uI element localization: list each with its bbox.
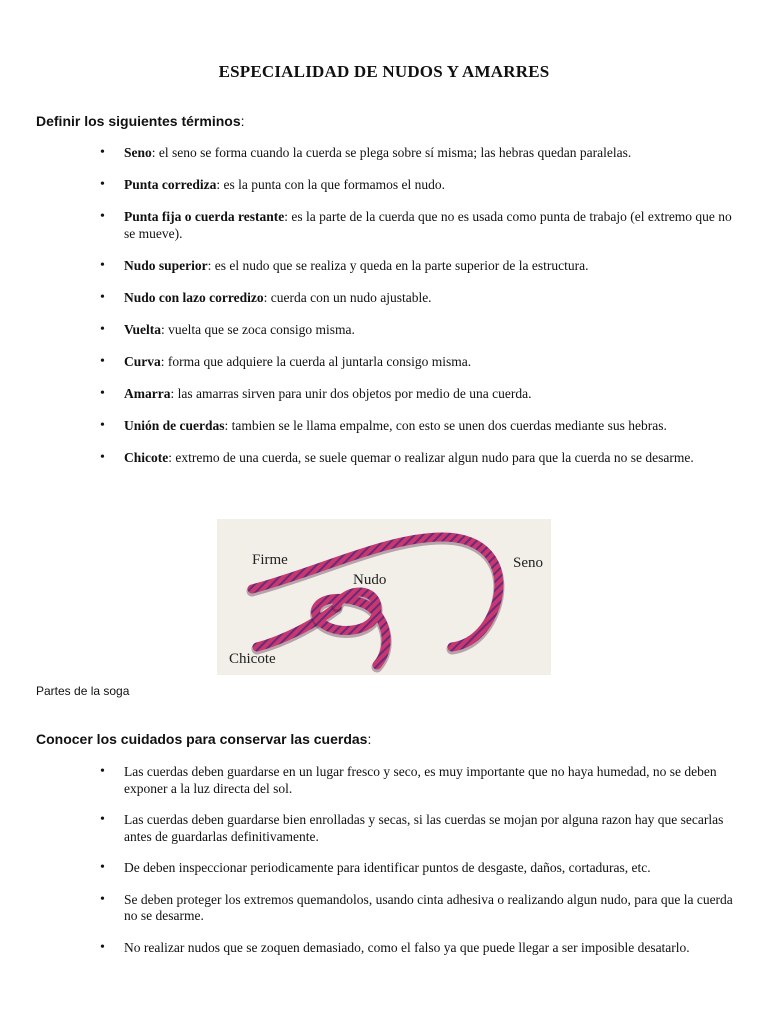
- definition-term: Punta fija o cuerda restante: [124, 209, 285, 224]
- definition-text: : cuerda con un nudo ajustable.: [263, 289, 432, 305]
- definition-item: [100, 354, 740, 371]
- definition-text: : extremo de una cuerda, se suele quemar o realizar algun nudo para que la cuerda no se desarme.: [168, 449, 694, 465]
- label-seno: Seno: [513, 555, 543, 571]
- definition-item: [100, 290, 740, 307]
- section-heading-care-text: Conocer los cuidados para conservar las cuerdas: [36, 731, 368, 747]
- definition-term: Nudo con lazo corredizo: [124, 289, 264, 305]
- definition-text: : es la parte de la cuerda que no es usada como punta de trabajo (el extremo que no se mueve).: [124, 209, 732, 241]
- care-item: • Las cuerdas deben guardarse en un lugar fresco y seco, es muy importante que no haya humedad, no se deben exponer a la luz directa del sol.: [100, 764, 740, 797]
- definition-item: [100, 145, 740, 162]
- definition-item: [100, 418, 740, 435]
- definition-item: [100, 177, 740, 194]
- care-item: • Las cuerdas deben guardarse bien enrolladas y secas, si las cuerdas se mojan por alguna razon hay que secarlas antes de guardarlas definitivamente.: [100, 812, 740, 845]
- section-heading-definitions-text: Definir los siguientes términos: [36, 113, 241, 129]
- section-heading-care: [36, 731, 371, 747]
- definition-term: Curva: [124, 353, 161, 369]
- definition-term: Vuelta: [124, 321, 162, 337]
- label-firme: Firme: [252, 552, 288, 568]
- definition-item: [100, 450, 740, 467]
- definition-term: Unión de cuerdas: [124, 417, 225, 433]
- definition-term: Seno: [124, 145, 152, 160]
- rope-illustration: [217, 519, 551, 675]
- section-heading-definitions: [36, 113, 245, 129]
- definition-term: Punta corrediza: [124, 177, 217, 192]
- definition-text: : las amarras sirven para unir dos objetos por medio de una cuerda.: [170, 385, 532, 401]
- figure-caption: Partes de la soga: [36, 684, 130, 698]
- care-item: • De deben inspeccionar periodicamente para identificar puntos de desgaste, daños, cortaduras, etc.: [100, 860, 740, 877]
- care-list: [100, 764, 740, 971]
- definition-item: [100, 386, 740, 403]
- definition-term: Chicote: [124, 449, 169, 465]
- definition-term: Nudo superior: [124, 257, 208, 273]
- section-heading-care-colon: :: [367, 731, 372, 747]
- section-heading-definitions-colon: :: [240, 113, 245, 129]
- definition-text: : vuelta que se zoca consigo misma.: [161, 321, 355, 337]
- rope-shape: [252, 537, 499, 667]
- definition-text: : es el nudo que se realiza y queda en la parte superior de la estructura.: [207, 257, 589, 273]
- definition-term: Amarra: [124, 385, 171, 401]
- definition-text: : tambien se le llama empalme, con esto se unen dos cuerdas mediante sus hebras.: [224, 417, 667, 433]
- definition-item: [100, 322, 740, 339]
- label-chicote: Chicote: [229, 651, 276, 667]
- definition-text: : forma que adquiere la cuerda al juntarla consigo misma.: [160, 353, 472, 369]
- rope-parts-figure: [217, 519, 551, 675]
- definition-item: [100, 209, 740, 242]
- label-nudo: Nudo: [353, 572, 387, 588]
- care-item: • No realizar nudos que se zoquen demasiado, como el falso ya que puede llegar a ser imposible desatarlo.: [100, 940, 740, 957]
- definition-text: : el seno se forma cuando la cuerda se plega sobre sí misma; las hebras quedan paralelas.: [151, 145, 632, 160]
- care-item: • Se deben proteger los extremos quemandolos, usando cinta adhesiva o realizando algun nudo, para que la cuerda no se desarme.: [100, 892, 740, 925]
- page-title: ESPECIALIDAD DE NUDOS Y AMARRES: [218, 62, 550, 81]
- definitions-list: [100, 145, 740, 482]
- definition-text: : es la punta con la que formamos el nudo.: [216, 177, 446, 192]
- definition-item: [100, 258, 740, 275]
